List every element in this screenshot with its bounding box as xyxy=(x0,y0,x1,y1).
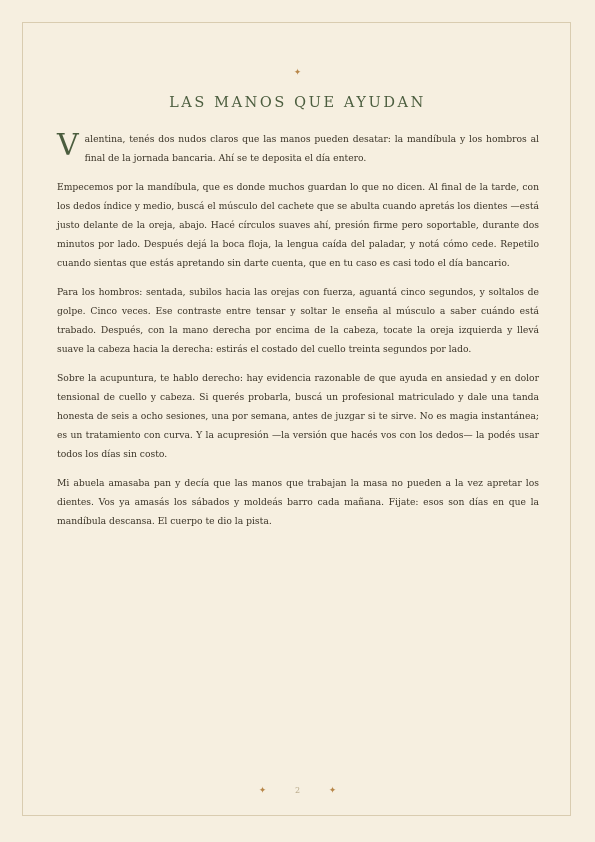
footer-right-ornament-icon: ✦ xyxy=(328,786,337,796)
paragraph-5: Mi abuela amasaba pan y decía que las manos que trabajan la masa no pueden a la vez apretar los dientes. Vos ya amasás los sábados y moldeás barro cada mañana. Fijate: esos son días en que la mandíbula descansa. El cuerpo te dio la pista. xyxy=(57,478,539,527)
page-number: 2 xyxy=(294,786,301,795)
drop-cap: V xyxy=(57,128,79,163)
page-title: LAS MANOS QUE AYUDAN xyxy=(169,95,426,111)
paragraph-1-text: alentina, tenés dos nudos claros que las manos pueden desatar: la mandíbula y los hombros al final de la jornada bancaria. Ahí se te deposita el día entero. xyxy=(84,134,539,164)
top-ornament-icon: ✦ xyxy=(293,68,302,78)
paragraph-3: Para los hombros: sentada, subilos hacia las orejas con fuerza, aguantá cinco segundos, y soltalos de golpe. Cinco veces. Ese contraste entre tensar y soltar le enseña al músculo a saber cuándo está trabado. Después, con la mano derecha por encima de la cabeza, tocate la oreja izquierda y llevá suave la cabeza hacia la derecha: estirás el costado del cuello treinta segundos por lado. xyxy=(57,287,539,355)
paragraph-4: Sobre la acupuntura, te hablo derecho: hay evidencia razonable de que ayuda en ansiedad y en dolor tensional de cuello y cabeza. Si querés probarla, buscá un profesional matriculado y dale una tanda honesta de seis a ocho sesiones, una por semana, antes de juzgar si te sirve. No es magia instantánea; es un tratamiento con curva. Y la acupresión —la versión que hacés vos con los dedos— la podés usar todos los días sin costo. xyxy=(57,373,539,460)
article-body xyxy=(57,130,539,541)
footer-left-ornament-icon: ✦ xyxy=(258,786,267,796)
paragraph-1 xyxy=(57,130,539,168)
paragraph-2: Empecemos por la mandíbula, que es donde muchos guardan lo que no dicen. Al final de la tarde, con los dedos índice y medio, buscá el músculo del cachete que se abulta cuando apretás los dientes —está justo delante de la oreja, abajo. Hacé círculos suaves ahí, presión firme pero soportable, durante dos minutos por lado. Después dejá la boca floja, la lengua caída del paladar, y notá cómo cede. Repetilo cuando sientas que estás apretando sin darte cuenta, que en tu caso es casi todo el día bancario. xyxy=(57,182,539,269)
page-footer xyxy=(0,786,595,796)
